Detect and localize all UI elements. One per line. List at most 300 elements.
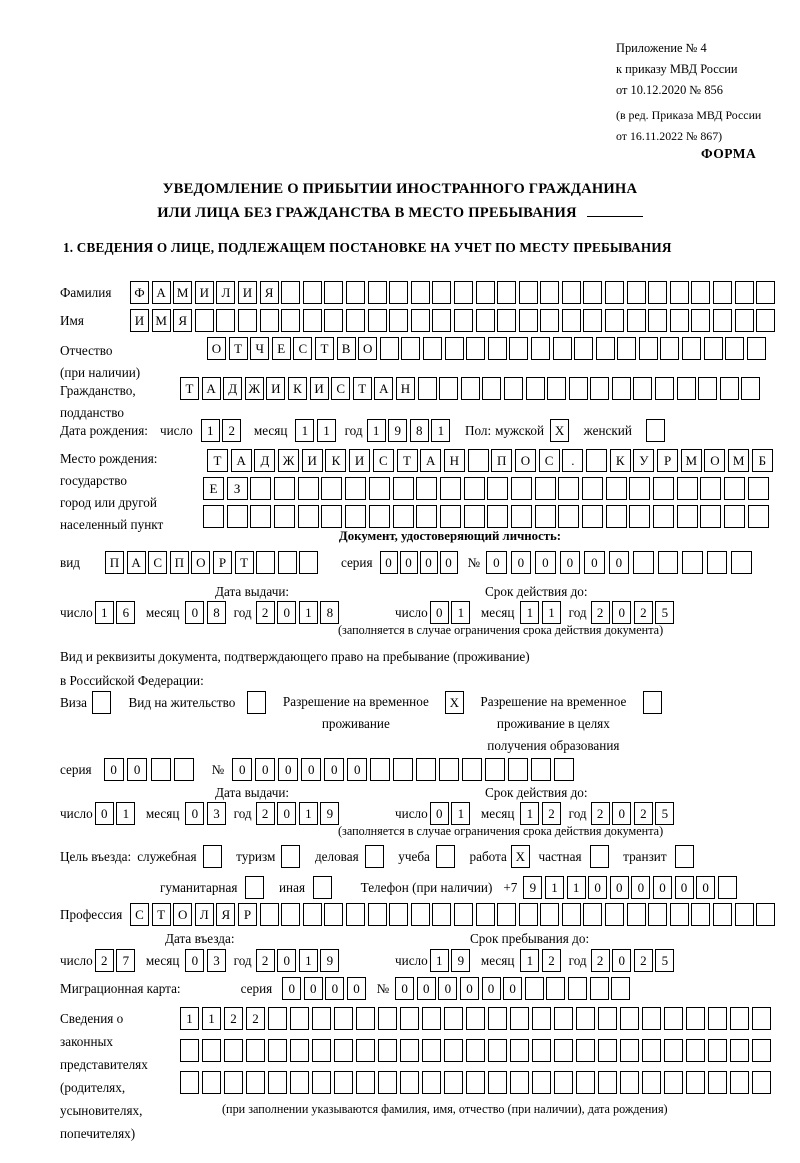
- char-cell[interactable]: [312, 1071, 331, 1094]
- char-cell[interactable]: 0: [127, 758, 147, 781]
- char-cell[interactable]: [718, 876, 737, 899]
- char-cell[interactable]: Н: [396, 377, 415, 400]
- char-cell[interactable]: 0: [460, 977, 479, 1000]
- char-cell[interactable]: 5: [655, 601, 674, 624]
- char-cell[interactable]: О: [191, 551, 210, 574]
- char-cell[interactable]: 0: [400, 551, 418, 574]
- char-cell[interactable]: [682, 551, 703, 574]
- char-cell[interactable]: [281, 903, 300, 926]
- char-cell[interactable]: [312, 1007, 331, 1030]
- checkbox-cell[interactable]: [245, 876, 264, 899]
- char-cell[interactable]: 1: [116, 802, 135, 825]
- char-cell[interactable]: О: [173, 903, 192, 926]
- char-cell[interactable]: [454, 903, 473, 926]
- checkbox-cell[interactable]: [643, 691, 662, 714]
- char-cell[interactable]: [525, 977, 544, 1000]
- char-cell[interactable]: [677, 377, 696, 400]
- char-cell[interactable]: [629, 477, 650, 500]
- char-cell[interactable]: [686, 1039, 705, 1062]
- char-cell[interactable]: 1: [299, 802, 318, 825]
- char-cell[interactable]: [660, 337, 679, 360]
- char-cell[interactable]: 6: [116, 601, 135, 624]
- char-cell[interactable]: [303, 903, 322, 926]
- char-cell[interactable]: [400, 1039, 419, 1062]
- char-cell[interactable]: [432, 281, 451, 304]
- char-cell[interactable]: [411, 903, 430, 926]
- char-cell[interactable]: 2: [542, 949, 561, 972]
- char-cell[interactable]: Т: [180, 377, 199, 400]
- char-cell[interactable]: [519, 903, 538, 926]
- char-cell[interactable]: [532, 1039, 551, 1062]
- char-cell[interactable]: [462, 758, 482, 781]
- char-cell[interactable]: [389, 281, 408, 304]
- char-cell[interactable]: [682, 337, 701, 360]
- char-cell[interactable]: С: [331, 377, 350, 400]
- char-cell[interactable]: [290, 1039, 309, 1062]
- char-cell[interactable]: [466, 1007, 485, 1030]
- char-cell[interactable]: 9: [451, 949, 470, 972]
- char-cell[interactable]: [356, 1071, 375, 1094]
- checkbox-cell[interactable]: [247, 691, 266, 714]
- char-cell[interactable]: [180, 1071, 199, 1094]
- char-cell[interactable]: [356, 1007, 375, 1030]
- char-cell[interactable]: [511, 505, 532, 528]
- char-cell[interactable]: [756, 903, 775, 926]
- char-cell[interactable]: [497, 903, 516, 926]
- char-cell[interactable]: [576, 1007, 595, 1030]
- char-cell[interactable]: [735, 903, 754, 926]
- char-cell[interactable]: [535, 477, 556, 500]
- char-cell[interactable]: [677, 477, 698, 500]
- char-cell[interactable]: [713, 309, 732, 332]
- char-cell[interactable]: [303, 281, 322, 304]
- char-cell[interactable]: [642, 1039, 661, 1062]
- char-cell[interactable]: О: [704, 449, 725, 472]
- char-cell[interactable]: [730, 1071, 749, 1094]
- char-cell[interactable]: 1: [520, 802, 539, 825]
- char-cell[interactable]: [519, 281, 538, 304]
- char-cell[interactable]: [454, 309, 473, 332]
- char-cell[interactable]: 0: [301, 758, 321, 781]
- char-cell[interactable]: [707, 551, 728, 574]
- char-cell[interactable]: Р: [213, 551, 232, 574]
- char-cell[interactable]: 1: [567, 876, 586, 899]
- char-cell[interactable]: 0: [185, 802, 204, 825]
- char-cell[interactable]: [298, 477, 319, 500]
- char-cell[interactable]: 0: [324, 758, 344, 781]
- char-cell[interactable]: 2: [634, 601, 653, 624]
- char-cell[interactable]: [345, 505, 366, 528]
- char-cell[interactable]: [553, 337, 572, 360]
- char-cell[interactable]: [605, 903, 624, 926]
- char-cell[interactable]: 2: [224, 1007, 243, 1030]
- char-cell[interactable]: [416, 758, 436, 781]
- char-cell[interactable]: [735, 309, 754, 332]
- char-cell[interactable]: [509, 337, 528, 360]
- char-cell[interactable]: 0: [482, 977, 501, 1000]
- char-cell[interactable]: [691, 309, 710, 332]
- char-cell[interactable]: 1: [180, 1007, 199, 1030]
- char-cell[interactable]: 9: [388, 419, 407, 442]
- char-cell[interactable]: [627, 309, 646, 332]
- char-cell[interactable]: [422, 1039, 441, 1062]
- char-cell[interactable]: И: [266, 377, 285, 400]
- char-cell[interactable]: [724, 505, 745, 528]
- char-cell[interactable]: [748, 505, 769, 528]
- char-cell[interactable]: А: [374, 377, 393, 400]
- char-cell[interactable]: [554, 758, 574, 781]
- char-cell[interactable]: [510, 1071, 529, 1094]
- char-cell[interactable]: К: [325, 449, 346, 472]
- char-cell[interactable]: [369, 477, 390, 500]
- char-cell[interactable]: [238, 309, 257, 332]
- char-cell[interactable]: [356, 1039, 375, 1062]
- char-cell[interactable]: С: [373, 449, 394, 472]
- char-cell[interactable]: [576, 1039, 595, 1062]
- char-cell[interactable]: [664, 1007, 683, 1030]
- char-cell[interactable]: 1: [542, 601, 561, 624]
- char-cell[interactable]: М: [173, 281, 192, 304]
- char-cell[interactable]: [554, 1039, 573, 1062]
- char-cell[interactable]: [642, 1007, 661, 1030]
- char-cell[interactable]: [466, 1039, 485, 1062]
- char-cell[interactable]: [497, 281, 516, 304]
- char-cell[interactable]: [670, 903, 689, 926]
- char-cell[interactable]: 0: [430, 601, 449, 624]
- char-cell[interactable]: [444, 1039, 463, 1062]
- checkbox-cell[interactable]: [365, 845, 384, 868]
- char-cell[interactable]: [216, 309, 235, 332]
- char-cell[interactable]: 0: [511, 551, 532, 574]
- char-cell[interactable]: [345, 477, 366, 500]
- char-cell[interactable]: [476, 309, 495, 332]
- char-cell[interactable]: В: [337, 337, 356, 360]
- char-cell[interactable]: О: [358, 337, 377, 360]
- char-cell[interactable]: [583, 309, 602, 332]
- char-cell[interactable]: Ж: [278, 449, 299, 472]
- char-cell[interactable]: П: [170, 551, 189, 574]
- char-cell[interactable]: [368, 903, 387, 926]
- char-cell[interactable]: 1: [201, 419, 220, 442]
- char-cell[interactable]: [274, 505, 295, 528]
- char-cell[interactable]: 1: [202, 1007, 221, 1030]
- char-cell[interactable]: 0: [609, 551, 630, 574]
- char-cell[interactable]: К: [610, 449, 631, 472]
- char-cell[interactable]: [747, 337, 766, 360]
- char-cell[interactable]: [324, 309, 343, 332]
- char-cell[interactable]: [686, 1071, 705, 1094]
- char-cell[interactable]: [526, 377, 545, 400]
- char-cell[interactable]: [576, 1071, 595, 1094]
- char-cell[interactable]: [278, 551, 297, 574]
- char-cell[interactable]: [730, 1007, 749, 1030]
- char-cell[interactable]: Р: [657, 449, 678, 472]
- char-cell[interactable]: 8: [320, 601, 339, 624]
- char-cell[interactable]: [730, 1039, 749, 1062]
- char-cell[interactable]: О: [515, 449, 536, 472]
- char-cell[interactable]: [444, 1007, 463, 1030]
- char-cell[interactable]: 9: [320, 949, 339, 972]
- char-cell[interactable]: [378, 1039, 397, 1062]
- char-cell[interactable]: [648, 309, 667, 332]
- char-cell[interactable]: Т: [353, 377, 372, 400]
- char-cell[interactable]: [532, 1007, 551, 1030]
- char-cell[interactable]: И: [349, 449, 370, 472]
- char-cell[interactable]: 0: [588, 876, 607, 899]
- char-cell[interactable]: 5: [655, 802, 674, 825]
- char-cell[interactable]: Е: [272, 337, 291, 360]
- char-cell[interactable]: Я: [216, 903, 235, 926]
- char-cell[interactable]: [670, 309, 689, 332]
- char-cell[interactable]: [440, 477, 461, 500]
- char-cell[interactable]: 2: [542, 802, 561, 825]
- char-cell[interactable]: 0: [304, 977, 323, 1000]
- char-cell[interactable]: С: [293, 337, 312, 360]
- char-cell[interactable]: [290, 1007, 309, 1030]
- char-cell[interactable]: [605, 309, 624, 332]
- char-cell[interactable]: [700, 477, 721, 500]
- char-cell[interactable]: 0: [631, 876, 650, 899]
- char-cell[interactable]: [422, 1007, 441, 1030]
- char-cell[interactable]: И: [310, 377, 329, 400]
- char-cell[interactable]: [546, 977, 565, 1000]
- char-cell[interactable]: 1: [299, 601, 318, 624]
- char-cell[interactable]: Т: [235, 551, 254, 574]
- char-cell[interactable]: [540, 309, 559, 332]
- char-cell[interactable]: [653, 477, 674, 500]
- char-cell[interactable]: [554, 1007, 573, 1030]
- checkbox-cell[interactable]: [436, 845, 455, 868]
- char-cell[interactable]: [432, 309, 451, 332]
- char-cell[interactable]: [713, 281, 732, 304]
- char-cell[interactable]: [482, 377, 501, 400]
- char-cell[interactable]: [574, 337, 593, 360]
- char-cell[interactable]: 0: [560, 551, 581, 574]
- char-cell[interactable]: П: [491, 449, 512, 472]
- char-cell[interactable]: [629, 505, 650, 528]
- char-cell[interactable]: И: [302, 449, 323, 472]
- char-cell[interactable]: [562, 309, 581, 332]
- char-cell[interactable]: [708, 1007, 727, 1030]
- checkbox-cell[interactable]: [313, 876, 332, 899]
- char-cell[interactable]: [620, 1071, 639, 1094]
- char-cell[interactable]: 0: [503, 977, 522, 1000]
- char-cell[interactable]: [700, 505, 721, 528]
- char-cell[interactable]: М: [728, 449, 749, 472]
- char-cell[interactable]: [334, 1007, 353, 1030]
- char-cell[interactable]: М: [152, 309, 171, 332]
- char-cell[interactable]: 2: [95, 949, 114, 972]
- char-cell[interactable]: [370, 758, 390, 781]
- char-cell[interactable]: Р: [238, 903, 257, 926]
- char-cell[interactable]: [444, 1071, 463, 1094]
- char-cell[interactable]: [312, 1039, 331, 1062]
- char-cell[interactable]: [466, 1071, 485, 1094]
- char-cell[interactable]: [423, 337, 442, 360]
- char-cell[interactable]: [389, 903, 408, 926]
- char-cell[interactable]: 0: [612, 949, 631, 972]
- char-cell[interactable]: [633, 377, 652, 400]
- char-cell[interactable]: [281, 309, 300, 332]
- char-cell[interactable]: Ф: [130, 281, 149, 304]
- char-cell[interactable]: [606, 505, 627, 528]
- char-cell[interactable]: 2: [256, 802, 275, 825]
- char-cell[interactable]: 5: [655, 949, 674, 972]
- char-cell[interactable]: 0: [277, 802, 296, 825]
- checkbox-cell[interactable]: [675, 845, 694, 868]
- char-cell[interactable]: .: [562, 449, 583, 472]
- char-cell[interactable]: [400, 1007, 419, 1030]
- char-cell[interactable]: [752, 1071, 771, 1094]
- char-cell[interactable]: С: [148, 551, 167, 574]
- char-cell[interactable]: [202, 1039, 221, 1062]
- char-cell[interactable]: [224, 1071, 243, 1094]
- char-cell[interactable]: И: [130, 309, 149, 332]
- char-cell[interactable]: 0: [255, 758, 275, 781]
- char-cell[interactable]: [658, 551, 679, 574]
- char-cell[interactable]: 9: [523, 876, 542, 899]
- char-cell[interactable]: [598, 1007, 617, 1030]
- char-cell[interactable]: Т: [152, 903, 171, 926]
- char-cell[interactable]: [334, 1039, 353, 1062]
- char-cell[interactable]: [432, 903, 451, 926]
- char-cell[interactable]: [321, 505, 342, 528]
- char-cell[interactable]: Т: [397, 449, 418, 472]
- char-cell[interactable]: 2: [256, 949, 275, 972]
- char-cell[interactable]: [416, 505, 437, 528]
- char-cell[interactable]: [369, 505, 390, 528]
- char-cell[interactable]: [582, 505, 603, 528]
- char-cell[interactable]: [439, 377, 458, 400]
- char-cell[interactable]: А: [152, 281, 171, 304]
- char-cell[interactable]: [464, 477, 485, 500]
- char-cell[interactable]: [324, 281, 343, 304]
- char-cell[interactable]: 0: [612, 802, 631, 825]
- char-cell[interactable]: Н: [444, 449, 465, 472]
- char-cell[interactable]: [620, 1007, 639, 1030]
- char-cell[interactable]: [720, 377, 739, 400]
- char-cell[interactable]: У: [633, 449, 654, 472]
- char-cell[interactable]: [224, 1039, 243, 1062]
- char-cell[interactable]: 0: [438, 977, 457, 1000]
- char-cell[interactable]: [540, 281, 559, 304]
- char-cell[interactable]: 1: [451, 601, 470, 624]
- char-cell[interactable]: [664, 1039, 683, 1062]
- char-cell[interactable]: 3: [207, 949, 226, 972]
- char-cell[interactable]: Т: [207, 449, 228, 472]
- char-cell[interactable]: [535, 505, 556, 528]
- char-cell[interactable]: [627, 903, 646, 926]
- char-cell[interactable]: 0: [535, 551, 556, 574]
- char-cell[interactable]: 2: [222, 419, 241, 442]
- char-cell[interactable]: [485, 758, 505, 781]
- char-cell[interactable]: [583, 903, 602, 926]
- char-cell[interactable]: К: [288, 377, 307, 400]
- char-cell[interactable]: [268, 1007, 287, 1030]
- char-cell[interactable]: [411, 281, 430, 304]
- char-cell[interactable]: 0: [185, 949, 204, 972]
- char-cell[interactable]: 0: [696, 876, 715, 899]
- checkbox-cell[interactable]: [92, 691, 111, 714]
- char-cell[interactable]: [590, 977, 609, 1000]
- char-cell[interactable]: [606, 477, 627, 500]
- char-cell[interactable]: [203, 505, 224, 528]
- char-cell[interactable]: Д: [223, 377, 242, 400]
- char-cell[interactable]: [487, 477, 508, 500]
- char-cell[interactable]: 0: [675, 876, 694, 899]
- char-cell[interactable]: [612, 377, 631, 400]
- char-cell[interactable]: 0: [395, 977, 414, 1000]
- char-cell[interactable]: Я: [173, 309, 192, 332]
- char-cell[interactable]: [655, 377, 674, 400]
- char-cell[interactable]: [334, 1071, 353, 1094]
- char-cell[interactable]: Е: [203, 477, 224, 500]
- char-cell[interactable]: 0: [653, 876, 672, 899]
- char-cell[interactable]: 1: [317, 419, 336, 442]
- char-cell[interactable]: [698, 377, 717, 400]
- char-cell[interactable]: 0: [380, 551, 398, 574]
- char-cell[interactable]: П: [105, 551, 124, 574]
- char-cell[interactable]: [368, 281, 387, 304]
- char-cell[interactable]: [250, 477, 271, 500]
- char-cell[interactable]: [260, 309, 279, 332]
- char-cell[interactable]: [256, 551, 275, 574]
- char-cell[interactable]: [582, 477, 603, 500]
- char-cell[interactable]: Т: [229, 337, 248, 360]
- char-cell[interactable]: [596, 337, 615, 360]
- char-cell[interactable]: [639, 337, 658, 360]
- char-cell[interactable]: [725, 337, 744, 360]
- char-cell[interactable]: 9: [320, 802, 339, 825]
- char-cell[interactable]: А: [202, 377, 221, 400]
- checkbox-cell[interactable]: X: [550, 419, 569, 442]
- char-cell[interactable]: [504, 377, 523, 400]
- checkbox-cell[interactable]: [203, 845, 222, 868]
- char-cell[interactable]: [487, 505, 508, 528]
- char-cell[interactable]: [321, 477, 342, 500]
- char-cell[interactable]: [400, 1071, 419, 1094]
- char-cell[interactable]: [411, 309, 430, 332]
- char-cell[interactable]: [250, 505, 271, 528]
- char-cell[interactable]: [468, 449, 489, 472]
- char-cell[interactable]: [389, 309, 408, 332]
- char-cell[interactable]: [393, 758, 413, 781]
- char-cell[interactable]: [195, 309, 214, 332]
- char-cell[interactable]: [511, 477, 532, 500]
- char-cell[interactable]: [510, 1007, 529, 1030]
- char-cell[interactable]: [378, 1071, 397, 1094]
- char-cell[interactable]: 0: [278, 758, 298, 781]
- char-cell[interactable]: [268, 1039, 287, 1062]
- char-cell[interactable]: [488, 1071, 507, 1094]
- char-cell[interactable]: 2: [634, 949, 653, 972]
- char-cell[interactable]: [393, 505, 414, 528]
- char-cell[interactable]: [393, 477, 414, 500]
- char-cell[interactable]: [281, 281, 300, 304]
- checkbox-cell[interactable]: [590, 845, 609, 868]
- char-cell[interactable]: [246, 1039, 265, 1062]
- char-cell[interactable]: [708, 1071, 727, 1094]
- char-cell[interactable]: 0: [277, 601, 296, 624]
- char-cell[interactable]: И: [195, 281, 214, 304]
- char-cell[interactable]: [568, 977, 587, 1000]
- char-cell[interactable]: [508, 758, 528, 781]
- char-cell[interactable]: 0: [610, 876, 629, 899]
- char-cell[interactable]: [380, 337, 399, 360]
- char-cell[interactable]: 1: [545, 876, 564, 899]
- char-cell[interactable]: [752, 1007, 771, 1030]
- char-cell[interactable]: 1: [520, 601, 539, 624]
